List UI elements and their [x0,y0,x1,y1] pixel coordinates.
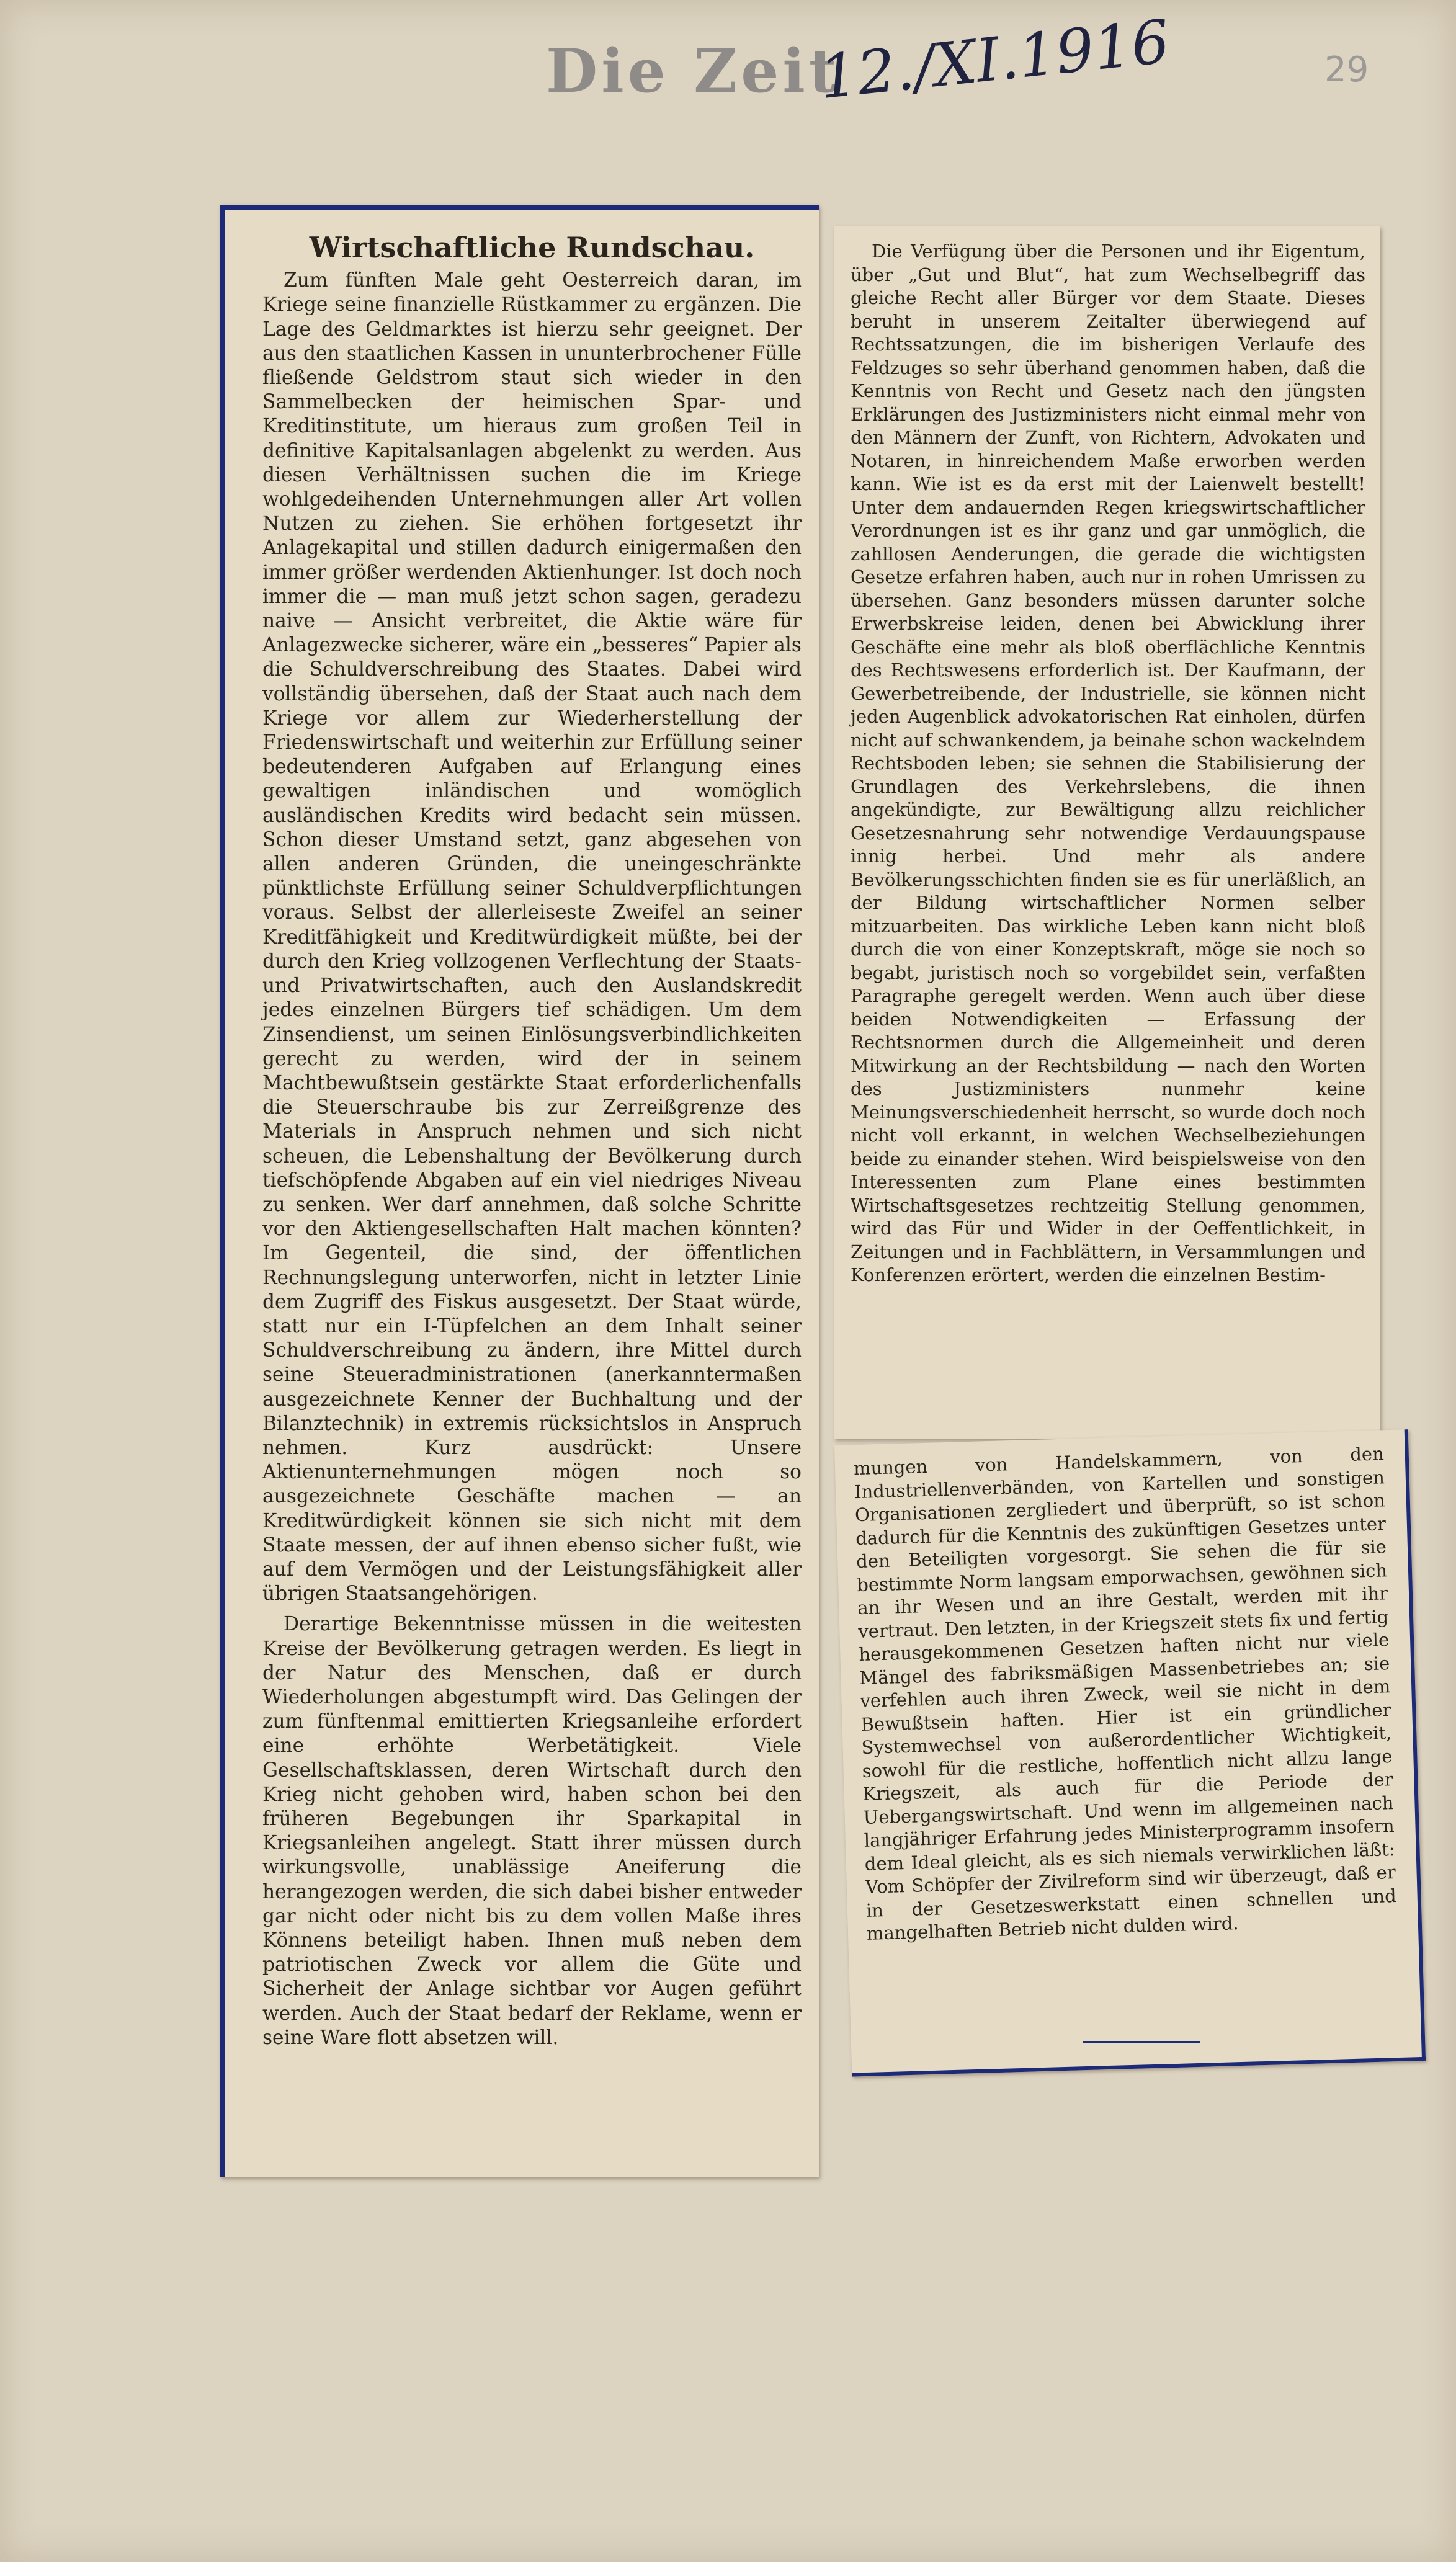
article-paragraph: Die Verfügung über die Personen und ihr Eigentum, über „Gut und Blut“, hat zum Wechselbegriff das gleiche Recht aller Bürger vor dem Staate. Dieses beruht in unserem Zeitalter überwiegend auf Rechtssatzungen, die im bisherigen Verlaufe des Feldzuges so sehr überhand genommen haben, daß die Kenntnis von Recht und Gesetz nach den jüngsten Erklärungen des Justizministers nicht einmal mehr von den Männern der Zunft, von Richtern, Advokaten und Notaren, in hinreichendem Maße erworben werden kann. Wie ist es da erst mit der Laienwelt bestellt! Unter dem andauernden Regen kriegswirtschaftlicher Verordnungen ist es ihr ganz und gar unmöglich, die zahllosen Aenderungen, die gerade die wichtigsten Gesetze erfahren haben, auch nur in rohen Umrissen zu übersehen. Ganz besonders müssen darunter solche Erwerbskreise leiden, denen bei Abwicklung ihrer Geschäfte eine mehr als bloß oberflächliche Kenntnis des Rechtswesens erforderlich ist. Der Kaufmann, der Gewerbetreibende, der Industrielle, sie können nicht jeden Augenblick advokatorischen Rat einholen, dürfen nicht auf schwankendem, ja beinahe schon wackelndem Rechtsboden leben; sie sehnen die Stabilisierung der Grundlagen des Verkehrslebens, die ihnen angekündigte, zur Bewältigung allzu reichlicher Gesetzesnahrung sehr notwendige Verdauungspause innig herbei. Und mehr als andere Bevölkerungsschichten finden sie es für unerläßlich, an der Bildung wirtschaftlicher Normen selber mitzuarbeiten. Das wirkliche Leben kann nicht bloß durch die von einer Konzeptskraft, möge sie noch so begabt, juristisch noch so vorgebildet sein, verfaßten Paragraphe geregelt werden. Wenn auch über diese beiden Notwendigkeiten — Erfassung der Rechtsnormen durch die Allgemeinheit und deren Mitwirkung an der Rechtsbildung — nach den Worten des Justizministers nunmehr keine Meinungsverschiedenheit herrscht, so wurde doch noch nicht voll erkannt, in welchen Wechselbeziehungen beide zu einander stehen. Wird beispielsweise von den Interessenten zum Plane eines bestimmten Wirtschaftsgesetzes rechtzeitig Stellung genommen, wird das Für und Wider in der Oeffentlichkeit, in Zeitungen und in Fachblättern, in Versammlungen und Konferenzen erörtert, werden die einzelnen Bestim- [851,241,1365,1285]
page-number: 29 [1324,50,1369,90]
article-clipping-right-bottom [834,1429,1426,2076]
newspaper-masthead: Die Zeit [546,36,841,106]
article-clipping-left [220,205,819,2177]
handwritten-date: 12./XI.1916 [816,6,1173,113]
article-clipping-right-top [834,226,1380,1439]
article-paragraph: Derartige Bekenntnisse müssen in die weitesten Kreise der Bevölkerung getragen werden. Es liegt in der Natur des Menschen, daß er durch Wiederholungen abgestumpft wird. Das Gelingen der zum fünftenmal emittierten Kriegsanleihe erfordert eine erhöhte Werbetätigkeit. Viele Gesellschaftsklassen, deren Wirtschaft durch den Krieg nicht gehoben wird, haben schon bei den früheren Begebungen ihr Sparkapital in Kriegsanleihen angelegt. Statt ihrer müssen durch wirkungsvolle, unablässige Aneiferung die herangezogen werden, die sich dabei bisher entweder gar nicht oder nicht bis zu dem vollen Maße ihres Könnens beteiligt haben. Ihnen muß neben dem patriotischen Zweck vor allem die Güte und Sicherheit der Anlage sichtbar vor Augen geführt werden. Auch der Staat bedarf der Reklame, wenn er seine Ware flott absetzen will. [262,1613,802,2049]
article-paragraph: Zum fünften Male geht Oesterreich daran, im Kriege seine finanzielle Rüstkammer zu ergänzen. Die Lage des Geldmarktes ist hierzu sehr geeignet. Der aus den staatlichen Kassen in ununterbrochener Fülle fließende Geldstrom staut sich wieder in den Sammelbecken der heimischen Spar- und Kreditinstitute, um hieraus zum großen Teil in definitive Kapitalsanlagen abgelenkt zu werden. Aus diesen Verhältnissen suchen die im Kriege wohlgedeihenden Unternehmungen aller Art vollen Nutzen zu ziehen. Sie erhöhen fortgesetzt ihr Anlagekapital und stillen dadurch einigermaßen den immer größer werdenden Aktienhunger. Ist doch noch immer die — man muß jetzt schon sagen, geradezu naive — Ansicht verbreitet, die Aktie wäre für Anlagezwecke sicherer, wäre ein „besseres“ Papier als die Schuldverschreibung des Staates. Dabei wird vollständig übersehen, daß der Staat auch nach dem Kriege vor allem zur Wiederherstellung der Friedenswirtschaft und weiterhin zur Erfüllung seiner bedeutenderen Aufgaben auf Erlangung eines gewaltigen inländischen und womöglich ausländischen Kredits wird bedacht sein müssen. Schon dieser Umstand setzt, ganz abgesehen von allen anderen Gründen, die uneingeschränkte pünktlichste Erfüllung seiner Schuldverpflichtungen voraus. Selbst der allerleiseste Zweifel an seiner Kreditfähigkeit und Kreditwürdigkeit müßte, bei der durch den Krieg vollzogenen Verflechtung der Staats- und Privatwirtschaften, auch den Auslandskredit jedes einzelnen Bürgers tief schädigen. Um dem Zinsendienst, um seinen Einlösungsverbindlichkeiten gerecht zu werden, wird der in seinem Machtbewußtsein gestärkte Staat erforderlichenfalls die Steuerschraube bis zur Zerreißgrenze des Materials in Anspruch nehmen und sich nicht scheuen, die Lebenshaltung der Bevölkerung durch tiefschöpfende Abgaben auf ein viel niedriges Niveau zu senken. Wer darf annehmen, daß solche Schritte vor den Aktiengesellschaften Halt machen könnten? Im Gegenteil, die sind, der öffentlichen Rechnungslegung unterworfen, nicht in letzter Linie dem Zugriff des Fiskus ausgesetzt. Der Staat würde, statt nur ein I-Tüpfelchen an dem Inhalt seiner Schuldverschreibung zu ändern, ihre Mittel durch seine Steueradministrationen (anerkanntermaßen ausgezeichnete Kenner der Buchhaltung und der Bilanztechnik) in extremis rücksichtslos in Anspruch nehmen. Kurz ausdrückt: Unsere Aktienunternehmungen mögen noch so ausgezeichnete Geschäfte machen — an Kreditwürdigkeit können sie sich nicht mit dem Staate messen, der auf ihnen ebenso sicher fußt, wie auf dem Vermögen und der Leistungsfähigkeit aller übrigen Staatsangehörigen. [262,269,802,1605]
end-rule [1083,2041,1200,2043]
article-title: Wirtschaftliche Rundschau. [309,231,755,264]
article-paragraph: mungen von Handelskammern, von den Industriellenverbänden, von Kartellen und sonstigen Organisationen zergliedert und überprüft, so ist schon dadurch für die Kenntnis des zukünftigen Gesetzes unter den Beteiligten vorgesorgt. Sie sehen die für sie bestimmte Norm langsam emporwachsen, gewöhnen sich an ihr Wesen und an ihre Gestalt, werden mit ihr vertraut. Den letzten, in der Kriegszeit stets fix und fertig herausgekommenen Gesetzen haften nicht nur viele Mängel des fabriksmäßigen Massenbetriebes an; sie verfehlen auch ihren Zweck, weil sie nicht in dem Bewußtsein haften. Hier ist ein gründlicher Systemwechsel von außerordentlicher Wichtigkeit, sowohl für die restliche, hoffentlich nicht allzu lange Kriegszeit, als auch für die Periode der Uebergangswirtschaft. Und wenn im allgemeinen nach langjähriger Erfahrung jedes Ministerprogramm insofern dem Ideal gleicht, als es sich niemals verwirklichen läßt: Vom Schöpfer der Zivilreform sind wir überzeugt, daß er in der Gesetzeswerkstatt einen schnellen und mangelhaften Betrieb nicht dulden wird. [853,1443,1397,1944]
